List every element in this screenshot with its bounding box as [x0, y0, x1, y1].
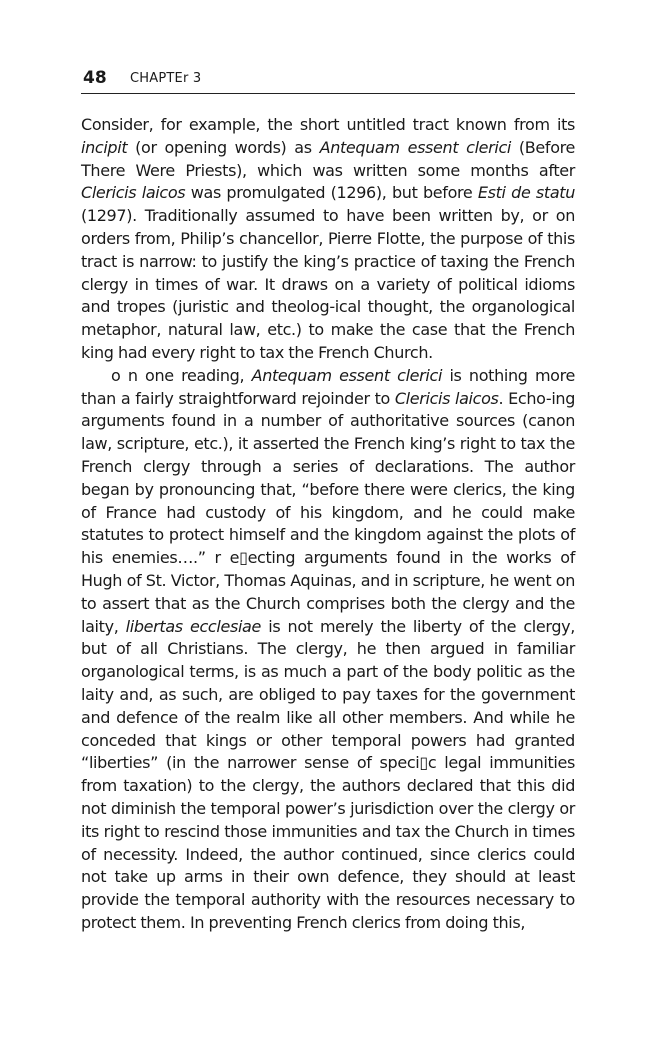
page-number: 48	[83, 68, 107, 88]
body-text	[81, 114, 575, 935]
text-run: is nothing more than a fairly straightforward rejoinder to	[81, 365, 575, 408]
text-run: (Before There Were Priests), which was written some months after	[81, 137, 575, 180]
text-run: was promulgated (1296), but before	[185, 183, 478, 203]
text-run: is not merely the liberty of the clergy, but of all Christians. The clergy, he then argued in familiar organological terms, is as much a part of the body politic as the laity and, as such, are obliged to pay taxes for the government and defence of the realm like all other members. And while he conceded that kings or other temporal powers had granted “liberties” (in the narrower sense of speci▯c legal immunities from taxation) to the clergy, the authors declared that this did not diminish the temporal power’s jurisdiction over the clergy or its right to rescind those immunities and tax the Church in times of necessity. Indeed, the author continued, since clerics could not take up arms in their own defence, they should at least provide the temporal authority with the resources necessary to protect them. In preventing French clerics from doing this,	[81, 616, 575, 932]
italic-run: Esti de statu	[477, 183, 576, 203]
text-run: o n one reading,	[111, 365, 252, 385]
italic-run: libertas ecclesiae	[125, 616, 261, 636]
italic-run: Clericis laicos	[81, 183, 186, 203]
paragraph-1	[81, 114, 575, 365]
text-run: . Echo-ing arguments found in a number of authoritative sources (canon law, scripture, etc.), it asserted the French king’s right to tax the French clergy through a series of declarations. The author began by pronouncing that, “before there were clerics, the king of France had custody of his kingdom, and he could make statutes to protect himself and the kingdom against the plots of his enemies….” r e▯ecting arguments found in the works of Hugh of St. Victor, Thomas Aquinas, and in scripture, he went on to assert that as the Church comprises both the clergy and the laity,	[81, 388, 576, 636]
text-run: Consider, for example, the short untitled tract known from its	[81, 115, 575, 134]
paragraph-2	[81, 365, 575, 935]
running-head: CHAPTEr 3	[130, 71, 202, 86]
italic-run: incipit	[81, 137, 128, 157]
text-run: (1297). Traditionally assumed to have been written by, or on orders from, Philip’s chancellor, Pierre Flotte, the purpose of this tract is narrow: to justify the king’s practice of taxing the French clergy in times of war. It draws on a variety of political idioms and tropes (juristic and theolog-ical thought, the organological metaphor, natural law, etc.) to make the case that the French king had every right to tax the French Church.	[81, 206, 575, 362]
text-run: (or opening words) as	[127, 137, 320, 157]
page-header	[81, 66, 575, 94]
italic-run: Antequam essent clerici	[319, 137, 512, 157]
italic-run: Antequam essent clerici	[251, 365, 443, 385]
italic-run: Clericis laicos	[394, 388, 499, 408]
